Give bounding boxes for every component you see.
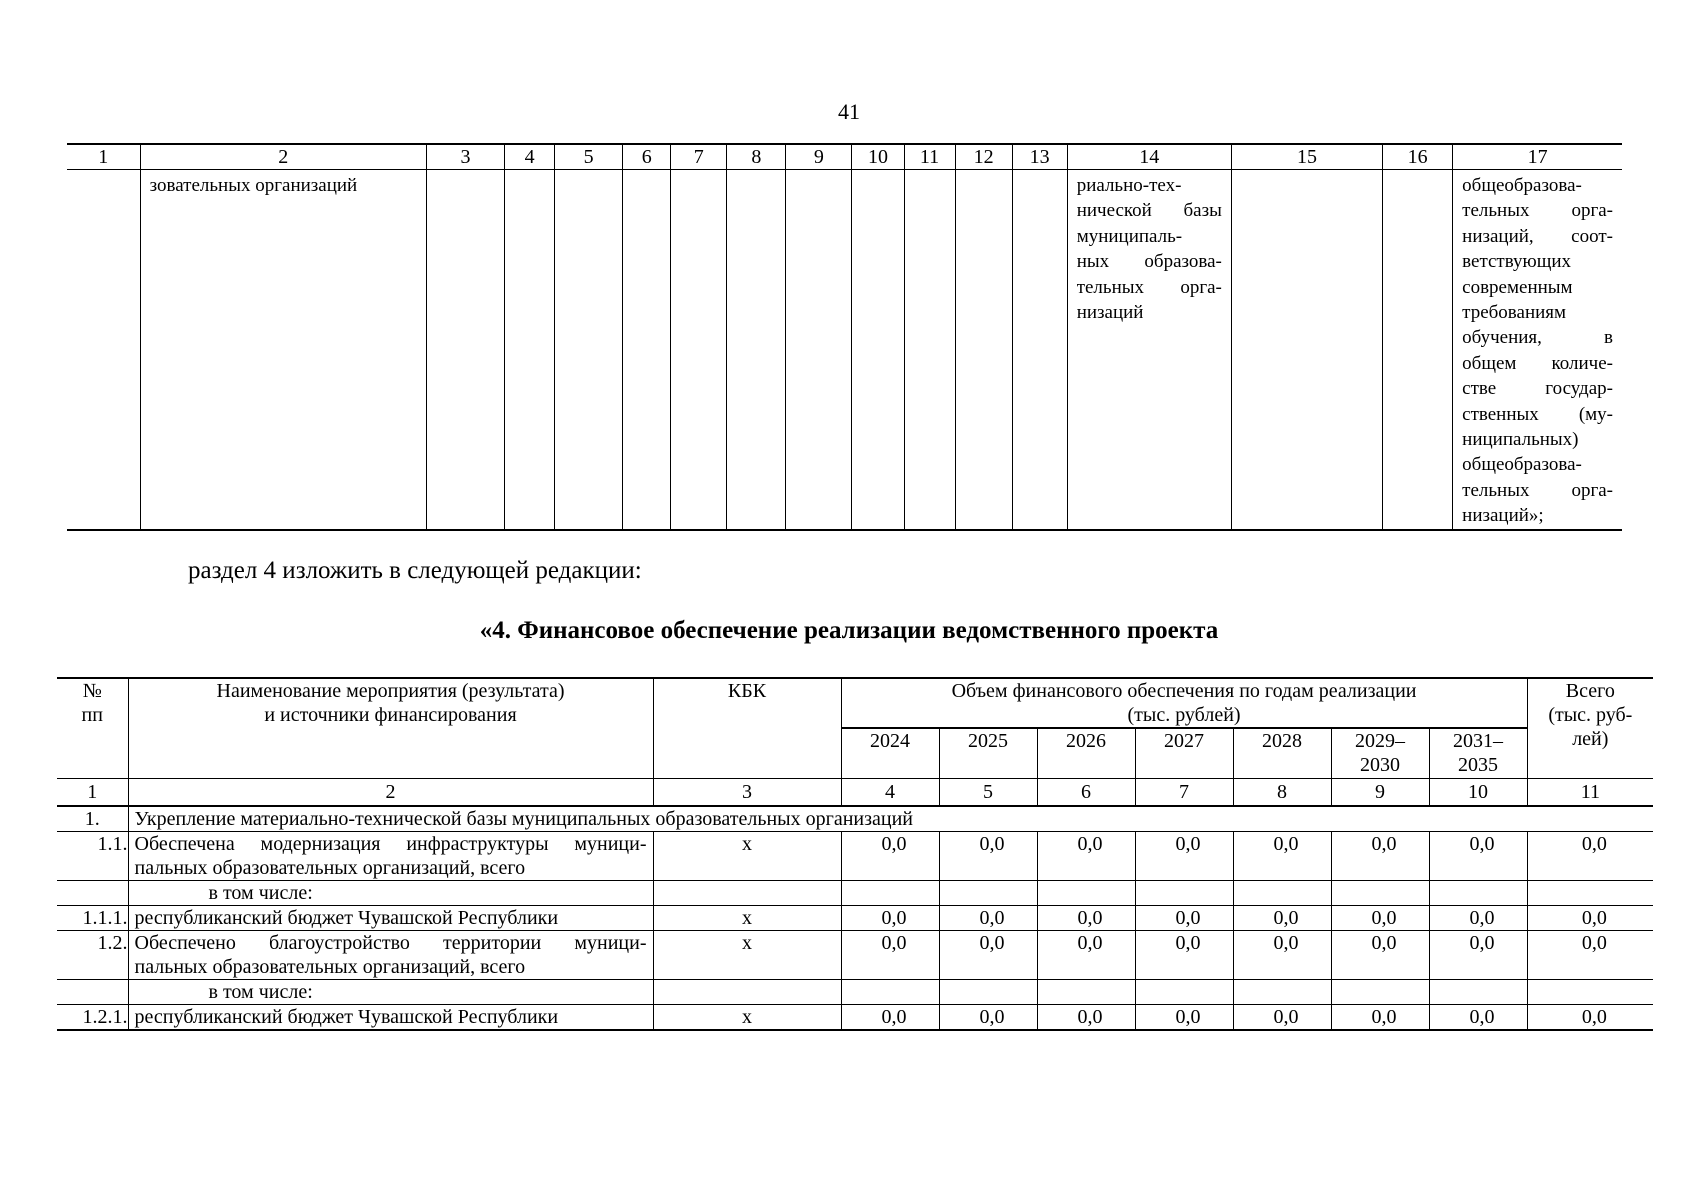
table-row xyxy=(57,1005,1653,1031)
column-number: 16 xyxy=(1383,144,1453,170)
table-row xyxy=(57,980,1653,1005)
value-cell xyxy=(1233,980,1331,1005)
value-cell: 0,0 xyxy=(1527,906,1653,931)
value-cell: 0,0 xyxy=(1527,931,1653,980)
section-title: «4. Финансовое обеспечение реализации ведомственного проекта xyxy=(479,617,1219,644)
table-row xyxy=(67,170,1622,531)
cell-line: тельных орга- xyxy=(1076,276,1222,298)
cell-line: низаций xyxy=(1076,302,1144,324)
value-cell: 0,0 xyxy=(1037,1005,1135,1031)
header-total: Всего (тыс. руб- лей) xyxy=(1527,678,1653,779)
table-row xyxy=(57,906,1653,931)
cell-col2: зовательных организаций xyxy=(140,170,426,531)
column-number: 7 xyxy=(671,144,727,170)
table-row xyxy=(57,931,1653,980)
cell-line: тельных орга- xyxy=(1462,479,1613,501)
column-number: 17 xyxy=(1453,144,1622,170)
column-number: 8 xyxy=(1233,779,1331,807)
column-number: 4 xyxy=(841,779,939,807)
value-cell xyxy=(841,980,939,1005)
column-number: 14 xyxy=(1067,144,1231,170)
year-header: 2024 xyxy=(841,728,939,779)
row-number: 1.1.1. xyxy=(57,906,128,931)
cell-line: муниципаль- xyxy=(1076,225,1183,247)
value-cell xyxy=(1233,881,1331,906)
value-cell: 0,0 xyxy=(841,832,939,881)
table-row xyxy=(57,881,1653,906)
cell-line: низаций, соот- xyxy=(1462,225,1613,247)
column-number: 6 xyxy=(623,144,671,170)
value-cell: 0,0 xyxy=(1429,906,1527,931)
financing-table xyxy=(57,677,1653,1031)
value-cell xyxy=(1527,980,1653,1005)
column-number: 11 xyxy=(1527,779,1653,807)
column-number: 10 xyxy=(1429,779,1527,807)
cell-line: требованиям xyxy=(1462,302,1567,324)
year-header: 2031– 2035 xyxy=(1429,728,1527,779)
value-cell: 0,0 xyxy=(1135,906,1233,931)
value-cell: 0,0 xyxy=(939,1005,1037,1031)
value-cell xyxy=(1429,881,1527,906)
row-name-line: Обеспечена модернизация инфраструктуры муници- xyxy=(134,833,647,855)
row-number: 1. xyxy=(57,806,128,832)
cell-col17 xyxy=(1453,170,1622,531)
column-number: 7 xyxy=(1135,779,1233,807)
section-row xyxy=(57,806,1653,832)
row-number: 1.1. xyxy=(57,832,128,881)
year-header: 2027 xyxy=(1135,728,1233,779)
value-cell xyxy=(1527,881,1653,906)
instruction-text: раздел 4 изложить в следующей редакции: xyxy=(188,557,642,584)
value-cell xyxy=(1037,980,1135,1005)
value-cell xyxy=(1135,980,1233,1005)
column-number: 1 xyxy=(67,144,140,170)
column-number: 3 xyxy=(426,144,504,170)
year-header: 2025 xyxy=(939,728,1037,779)
value-cell: 0,0 xyxy=(841,1005,939,1031)
column-number: 11 xyxy=(904,144,955,170)
row-name: республиканский бюджет Чувашской Республики xyxy=(128,1005,653,1031)
value-cell: 0,0 xyxy=(1037,931,1135,980)
value-cell xyxy=(1429,980,1527,1005)
column-number: 1 xyxy=(57,779,128,807)
value-cell: 0,0 xyxy=(1429,832,1527,881)
row-name-line: пальных образовательных организаций, всего xyxy=(134,956,526,978)
cell-line: ветствующих xyxy=(1462,251,1572,273)
page-number: 41 xyxy=(838,99,860,124)
cell-line: ственных (му- xyxy=(1462,403,1613,425)
value-cell: 0,0 xyxy=(1233,832,1331,881)
header-name: Наименование мероприятия (результата) и источники финансирования xyxy=(128,678,653,779)
cell-line: общеобразова- xyxy=(1462,454,1582,476)
cell-line: риально-тех- xyxy=(1076,175,1182,196)
value-cell xyxy=(939,881,1037,906)
value-cell: 0,0 xyxy=(1233,1005,1331,1031)
row-name-line: пальных образовательных организаций, всего xyxy=(134,857,526,879)
value-cell: 0,0 xyxy=(939,832,1037,881)
cell-line: низаций»; xyxy=(1462,505,1544,527)
column-number: 2 xyxy=(128,779,653,807)
kbk-cell xyxy=(653,881,841,906)
row-number xyxy=(57,980,128,1005)
cell-line: нической базы xyxy=(1076,200,1222,222)
value-cell: 0,0 xyxy=(1037,832,1135,881)
section-text: Укрепление материально-технической базы муниципальных образовательных организаций xyxy=(128,806,1653,832)
value-cell xyxy=(841,881,939,906)
row-name: в том числе: xyxy=(128,980,653,1005)
value-cell xyxy=(1331,881,1429,906)
header-kbk: КБК xyxy=(653,678,841,779)
cell-line: общеобразова- xyxy=(1462,175,1582,196)
column-number: 5 xyxy=(555,144,623,170)
year-header: 2026 xyxy=(1037,728,1135,779)
column-number: 4 xyxy=(505,144,555,170)
cell-line: ных образова- xyxy=(1076,251,1222,273)
value-cell: 0,0 xyxy=(1135,1005,1233,1031)
kbk-cell: x xyxy=(653,931,841,980)
row-name-line: Обеспечено благоустройство территории муници- xyxy=(134,932,647,954)
value-cell: 0,0 xyxy=(1331,931,1429,980)
value-cell: 0,0 xyxy=(1331,906,1429,931)
column-number: 9 xyxy=(1331,779,1429,807)
cell-line: современным xyxy=(1462,276,1573,298)
column-number: 13 xyxy=(1012,144,1067,170)
cell-col14 xyxy=(1067,170,1231,531)
value-cell xyxy=(1135,881,1233,906)
row-name: республиканский бюджет Чувашской Республики xyxy=(128,906,653,931)
column-number: 8 xyxy=(727,144,786,170)
value-cell: 0,0 xyxy=(939,931,1037,980)
header-volume: Объем финансового обеспечения по годам реализации (тыс. рублей) xyxy=(841,678,1527,728)
value-cell xyxy=(939,980,1037,1005)
continuation-table xyxy=(67,143,1622,531)
value-cell: 0,0 xyxy=(841,906,939,931)
header-num: № пп xyxy=(57,678,128,779)
row-number: 1.2. xyxy=(57,931,128,980)
row-number: 1.2.1. xyxy=(57,1005,128,1031)
kbk-cell: x xyxy=(653,832,841,881)
value-cell: 0,0 xyxy=(1331,1005,1429,1031)
column-number: 6 xyxy=(1037,779,1135,807)
table-row xyxy=(57,832,1653,881)
value-cell: 0,0 xyxy=(1429,1005,1527,1031)
row-name xyxy=(128,832,653,881)
value-cell: 0,0 xyxy=(1527,832,1653,881)
column-number: 9 xyxy=(786,144,852,170)
cell-line: обучения, в xyxy=(1462,327,1613,349)
value-cell: 0,0 xyxy=(1233,906,1331,931)
table-header-row xyxy=(67,144,1622,170)
value-cell: 0,0 xyxy=(1429,931,1527,980)
value-cell: 0,0 xyxy=(1331,832,1429,881)
column-number: 3 xyxy=(653,779,841,807)
year-header: 2029– 2030 xyxy=(1331,728,1429,779)
cell-line: стве государ- xyxy=(1462,378,1613,400)
column-number: 15 xyxy=(1231,144,1382,170)
value-cell xyxy=(1037,881,1135,906)
kbk-cell: x xyxy=(653,906,841,931)
cell-line: тельных орга- xyxy=(1462,200,1613,222)
cell-line: общем количе- xyxy=(1462,352,1613,374)
row-name: в том числе: xyxy=(128,881,653,906)
row-number xyxy=(57,881,128,906)
value-cell: 0,0 xyxy=(1233,931,1331,980)
value-cell: 0,0 xyxy=(1037,906,1135,931)
kbk-cell: x xyxy=(653,1005,841,1031)
column-number: 12 xyxy=(955,144,1012,170)
value-cell: 0,0 xyxy=(939,906,1037,931)
value-cell xyxy=(1331,980,1429,1005)
year-header: 2028 xyxy=(1233,728,1331,779)
row-name xyxy=(128,931,653,980)
column-number: 5 xyxy=(939,779,1037,807)
kbk-cell xyxy=(653,980,841,1005)
value-cell: 0,0 xyxy=(841,931,939,980)
cell-line: ниципальных) xyxy=(1462,429,1579,451)
value-cell: 0,0 xyxy=(1135,931,1233,980)
value-cell: 0,0 xyxy=(1135,832,1233,881)
column-number: 2 xyxy=(140,144,426,170)
value-cell: 0,0 xyxy=(1527,1005,1653,1031)
column-number: 10 xyxy=(852,144,904,170)
